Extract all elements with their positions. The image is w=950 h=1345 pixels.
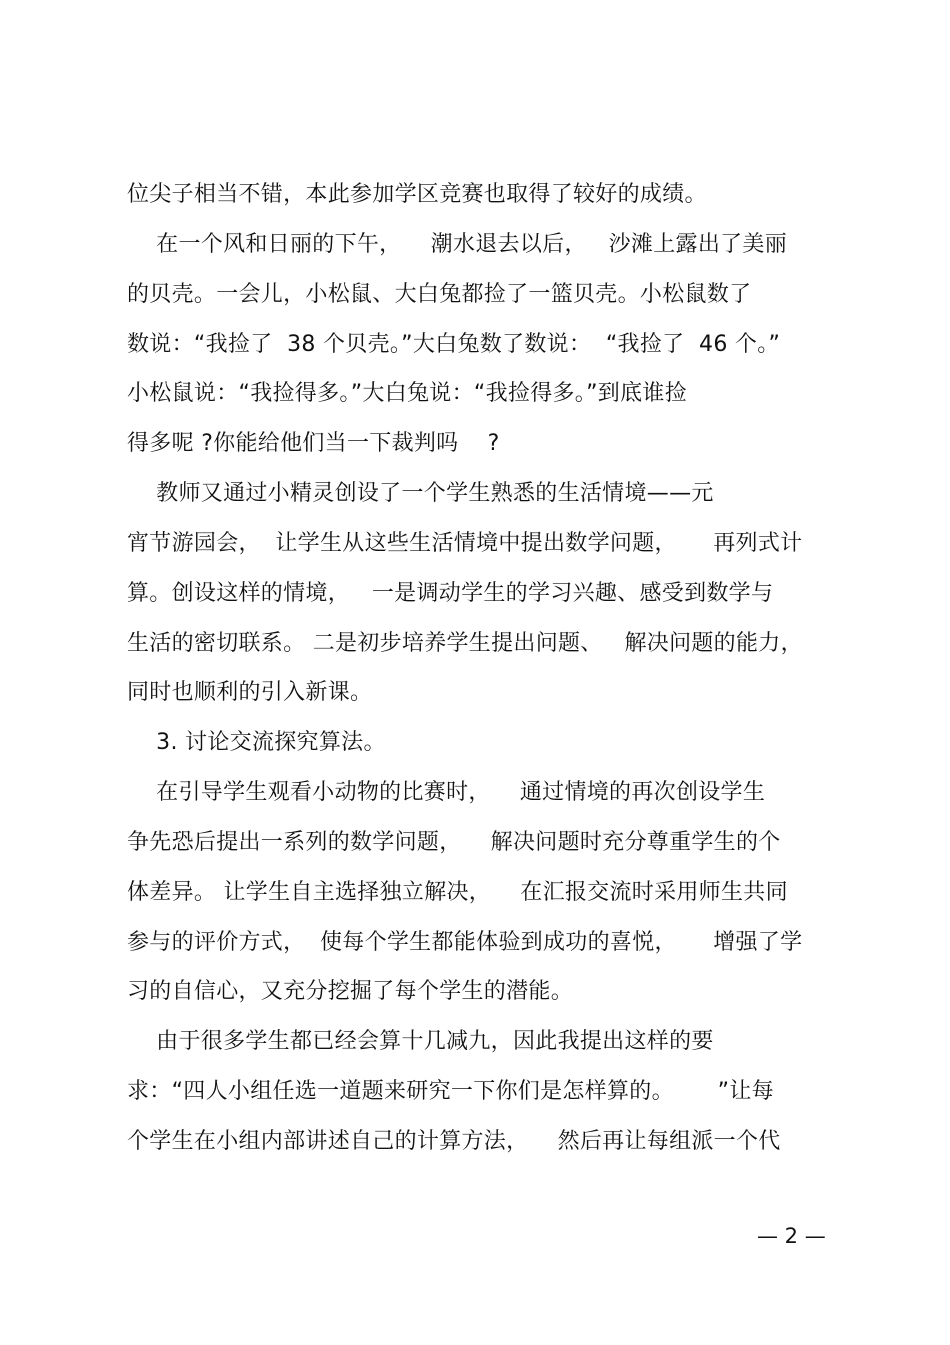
text-line: 习的自信心，又充分挖掘了每个学生的潜能。: [127, 979, 574, 1004]
text-line: 在引导学生观看小动物的比赛时， 通过情境的再次创设学生: [127, 780, 766, 805]
text-line: 个学生在小组内部讲述自己的计算方法， 然后再让每组派一个代: [127, 1129, 781, 1154]
text-line: 参与的评价方式， 使每个学生都能体验到成功的喜悦， 增强了学: [127, 930, 803, 955]
text-line: 求：“四人小组任选一道题来研究一下你们是怎样算的。 ”让每: [127, 1079, 774, 1104]
text-line: 的贝壳。一会儿，小松鼠、大白兔都捡了一篮贝壳。小松鼠数了: [127, 282, 752, 307]
section-heading: 3. 讨论交流探究算法。: [127, 730, 386, 755]
text-line: 体差异。 让学生自主选择独立解决， 在汇报交流时采用师生共同: [127, 880, 788, 905]
text-line: 算。创设这样的情境， 一是调动学生的学习兴趣、感受到数学与: [127, 581, 774, 606]
text-line: 宵节游园会， 让学生从这些生活情境中提出数学问题， 再列式计: [127, 531, 803, 556]
text-line: 在一个风和日丽的下午， 潮水退去以后， 沙滩上露出了美丽: [127, 232, 788, 257]
text-line: 位尖子相当不错，本此参加学区竞赛也取得了较好的成绩。: [127, 182, 707, 207]
text-line: 小松鼠说：“我捡得多。”大白兔说：“我捡得多。”到底谁捡: [127, 381, 687, 406]
text-line: 争先恐后提出一系列的数学问题， 解决问题时充分尊重学生的个: [127, 830, 781, 855]
text-line: 教师又通过小精灵创设了一个学生熟悉的生活情境——元: [127, 481, 714, 506]
text-line: 数说：“我捡了 38 个贝壳。”大白兔数了数说： “我捡了 46 个。”: [127, 332, 781, 357]
text-line: 得多呢 ?你能给他们当一下裁判吗 ?: [127, 431, 500, 456]
text-line: 由于很多学生都已经会算十几减九，因此我提出这样的要: [127, 1029, 714, 1054]
text-line: 同时也顺利的引入新课。: [127, 680, 373, 705]
text-line: 生活的密切联系。 二是初步培养学生提出问题、 解决问题的能力，: [127, 631, 803, 656]
page-number: — 2 —: [757, 1224, 826, 1248]
